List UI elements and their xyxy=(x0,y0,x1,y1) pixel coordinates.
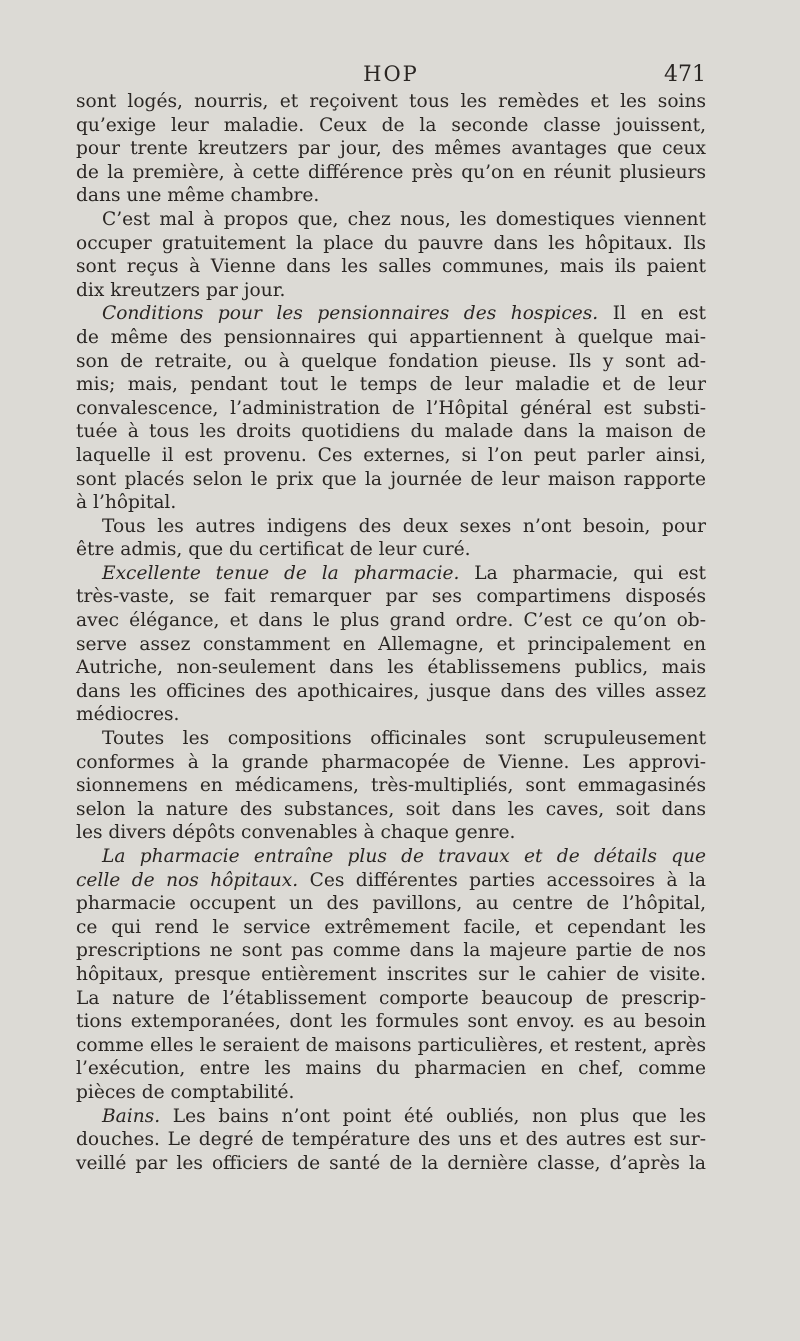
text-segment: à l’hôpital. xyxy=(76,492,177,514)
text-segment: pharmacie occupent un des pavillons, au centre de l’hôpital, xyxy=(76,893,706,915)
page-number: 471 xyxy=(664,62,706,87)
text-line xyxy=(76,279,706,303)
text-line xyxy=(76,1152,706,1176)
running-head-title: HOP xyxy=(363,62,419,86)
text-segment: dans les officines des apothicaires, jusque dans des villes assez xyxy=(76,680,706,702)
italic-heading: La pharmacie entraîne plus de travaux et de détails que xyxy=(102,846,706,867)
text-line xyxy=(76,1057,706,1081)
text-line xyxy=(76,821,706,845)
text-segment: pièces de comptabilité. xyxy=(76,1081,295,1103)
text-line xyxy=(76,869,706,893)
text-line xyxy=(76,468,706,492)
text-segment: très-vaste, se fait remarquer par ses compartimens disposés xyxy=(76,586,706,608)
text-line xyxy=(76,255,706,279)
text-segment: sionnemens en médicamens, très-multipliés, sont emmagasinés xyxy=(76,775,706,797)
text-segment: ce qui rend le service extrêmement facile, et cependant les xyxy=(76,916,706,938)
text-segment: Tous les autres indigens des deux sexes n’ont besoin, pour xyxy=(102,515,706,537)
text-line xyxy=(76,963,706,987)
text-line xyxy=(76,326,706,350)
text-line xyxy=(76,656,706,680)
text-line xyxy=(76,515,706,539)
text-line xyxy=(76,184,706,208)
text-line xyxy=(76,232,706,256)
text-segment: de même des pensionnaires qui appartiennent à quelque mai- xyxy=(76,326,706,348)
text-segment: hôpitaux, presque entièrement inscrites sur le cahier de visite. xyxy=(76,963,706,985)
text-line xyxy=(76,939,706,963)
text-segment: laquelle il est provenu. Ces externes, si l’on peut parler ainsi, xyxy=(76,444,706,466)
text-segment: tions extemporanées, dont les formules sont envoy. es au besoin xyxy=(76,1011,706,1033)
text-line xyxy=(76,538,706,562)
text-line xyxy=(76,1081,706,1105)
text-segment: Autriche, non-seulement dans les établissemens publics, mais xyxy=(76,657,706,679)
text-segment: son de retraite, ou à quelque fondation pieuse. Ils y sont ad- xyxy=(76,350,706,372)
text-segment: tuée à tous les droits quotidiens du malade dans la maison de xyxy=(76,421,706,443)
text-segment: sont logés, nourris, et reçoivent tous les remèdes et les soins xyxy=(76,91,706,112)
text-line xyxy=(76,703,706,727)
text-segment: selon la nature des substances, soit dans les caves, soit dans xyxy=(76,798,706,820)
text-line xyxy=(76,491,706,515)
text-segment: pour trente kreutzers par jour, des mêmes avantages que ceux xyxy=(76,138,706,160)
text-line xyxy=(76,727,706,751)
text-segment: C’est mal à propos que, chez nous, les domestiques viennent xyxy=(102,208,706,230)
text-line xyxy=(76,208,706,232)
text-line xyxy=(76,987,706,1011)
text-line xyxy=(76,774,706,798)
text-segment: mis; mais, pendant tout le temps de leur maladie et de leur xyxy=(76,374,706,396)
text-line xyxy=(76,892,706,916)
text-line xyxy=(76,562,706,586)
text-segment: de la première, à cette différence près qu’on en réunit plusieurs xyxy=(76,161,706,183)
text-line xyxy=(76,845,706,869)
text-segment: serve assez constamment en Allemagne, et principalement en xyxy=(76,633,706,655)
text-segment: sont placés selon le prix que la journée de leur maison rapporte xyxy=(76,468,706,490)
text-segment: qu’exige leur maladie. Ceux de la seconde classe jouissent, xyxy=(76,114,706,136)
text-segment: avec élégance, et dans le plus grand ordre. C’est ce qu’on ob- xyxy=(76,610,706,632)
text-segment: occuper gratuitement la place du pauvre dans les hôpitaux. Ils xyxy=(76,232,706,254)
text-line xyxy=(76,350,706,374)
text-segment: Ces différentes parties accessoires à la xyxy=(298,869,706,891)
text-line xyxy=(76,585,706,609)
italic-heading: Bains. xyxy=(102,1105,161,1127)
text-line xyxy=(76,90,706,114)
text-segment: les divers dépôts convenables à chaque genre. xyxy=(76,822,516,844)
text-segment: comme elles le seraient de maisons particulières, et restent, après xyxy=(76,1034,706,1056)
text-segment: La pharmacie, qui est xyxy=(459,562,706,584)
italic-heading: Conditions pour les pensionnaires des hospices. xyxy=(102,303,599,325)
text-segment: conformes à la grande pharmacopée de Vienne. Les approvi- xyxy=(76,751,706,773)
body-text xyxy=(76,90,706,1175)
italic-heading: Excellente tenue de la pharmacie. xyxy=(102,562,460,584)
text-segment: convalescence, l’administration de l’Hôpital général est substi- xyxy=(76,397,706,419)
text-line xyxy=(76,302,706,326)
text-line xyxy=(76,1034,706,1058)
text-segment: prescriptions ne sont pas comme dans la majeure partie de nos xyxy=(76,940,706,962)
text-segment: dix kreutzers par jour. xyxy=(76,279,286,301)
italic-heading: celle de nos hôpitaux. xyxy=(76,869,299,891)
text-line xyxy=(76,1128,706,1152)
text-line xyxy=(76,633,706,657)
text-segment: douches. Le degré de température des uns et des autres est sur- xyxy=(76,1129,706,1151)
text-segment: La nature de l’établissement comporte beaucoup de prescrip- xyxy=(76,987,706,1009)
text-line xyxy=(76,680,706,704)
text-segment: Toutes les compositions officinales sont scrupuleusement xyxy=(102,728,706,750)
text-segment: être admis, que du certificat de leur curé. xyxy=(76,539,471,561)
text-line xyxy=(76,444,706,468)
text-segment: sont reçus à Vienne dans les salles communes, mais ils paient xyxy=(76,256,706,278)
text-line xyxy=(76,161,706,185)
text-line xyxy=(76,798,706,822)
text-segment: médiocres. xyxy=(76,704,180,726)
text-line xyxy=(76,397,706,421)
text-line xyxy=(76,609,706,633)
text-line xyxy=(76,1010,706,1034)
text-segment: l’exécution, entre les mains du pharmacien en chef, comme xyxy=(76,1058,706,1080)
text-segment: veillé par les officiers de santé de la dernière classe, d’après la xyxy=(76,1152,706,1174)
text-segment: Il en est xyxy=(598,303,706,325)
text-line xyxy=(76,114,706,138)
text-segment: dans une même chambre. xyxy=(76,185,320,207)
text-line xyxy=(76,751,706,775)
text-line xyxy=(76,916,706,940)
text-segment: Les bains n’ont point été oubliés, non plus que les xyxy=(160,1105,706,1127)
running-head xyxy=(76,58,706,90)
text-line xyxy=(76,373,706,397)
text-line xyxy=(76,420,706,444)
text-line xyxy=(76,137,706,161)
text-line xyxy=(76,1105,706,1129)
